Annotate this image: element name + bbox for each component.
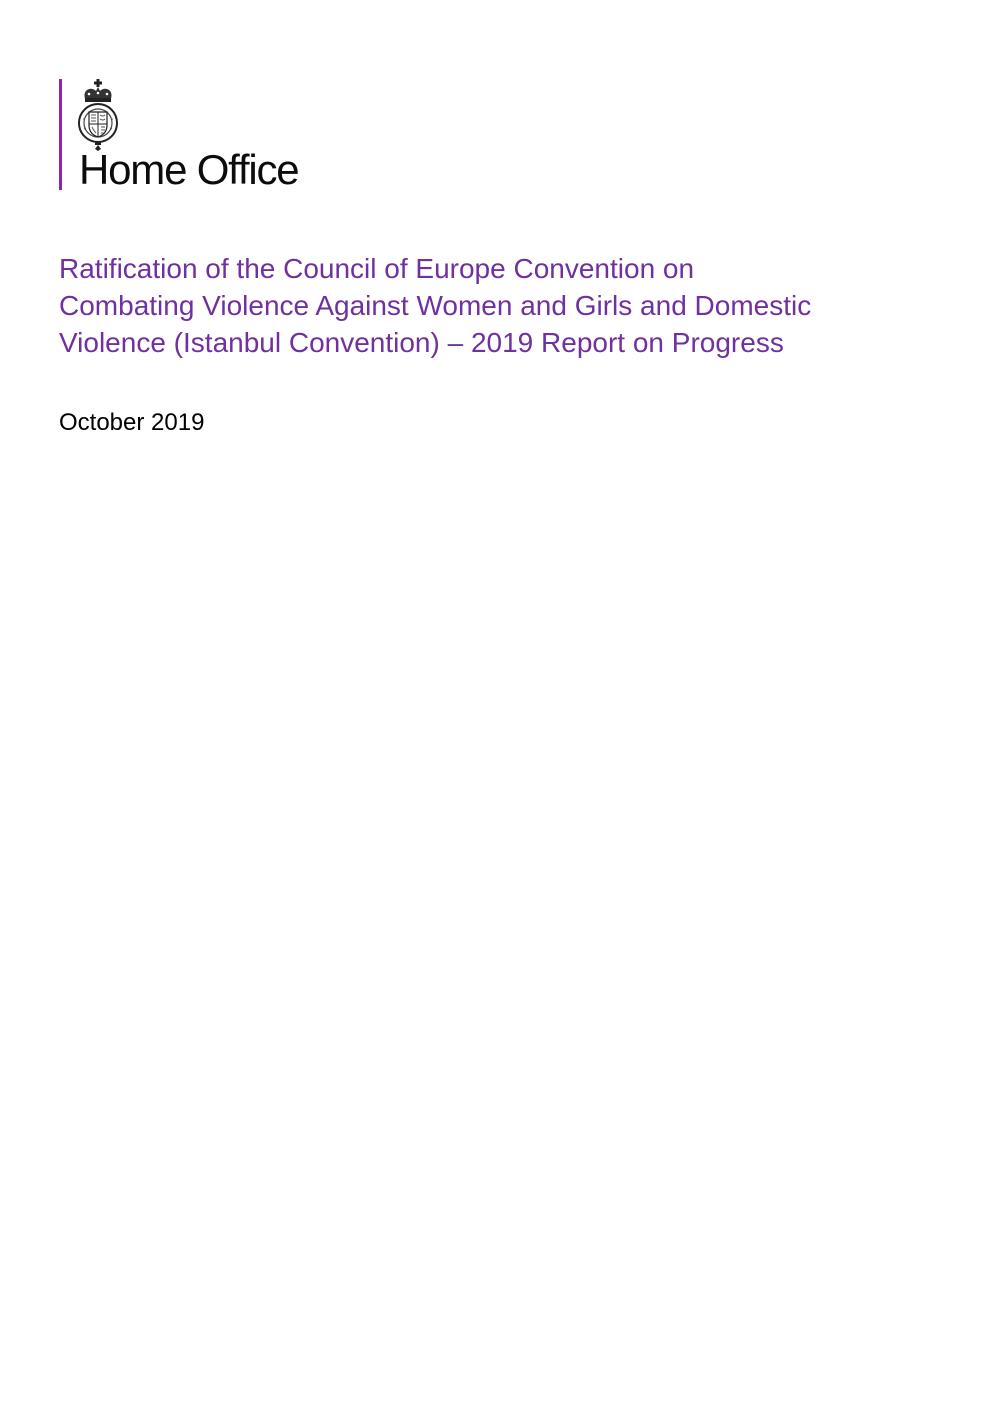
document-title-line: Ratification of the Council of Europe Convention on xyxy=(59,253,695,284)
document-title xyxy=(59,250,939,361)
publication-date: October 2019 xyxy=(59,409,205,436)
document-title-line: Violence (Istanbul Convention) – 2019 Report on Progress xyxy=(59,327,784,358)
document-title-line: Combating Violence Against Women and Girls and Domestic xyxy=(59,290,812,321)
home-office-logo xyxy=(59,79,299,193)
royal-coat-of-arms-icon xyxy=(77,79,119,151)
organisation-name: Home Office xyxy=(79,146,299,193)
logo-accent-bar xyxy=(59,79,62,190)
